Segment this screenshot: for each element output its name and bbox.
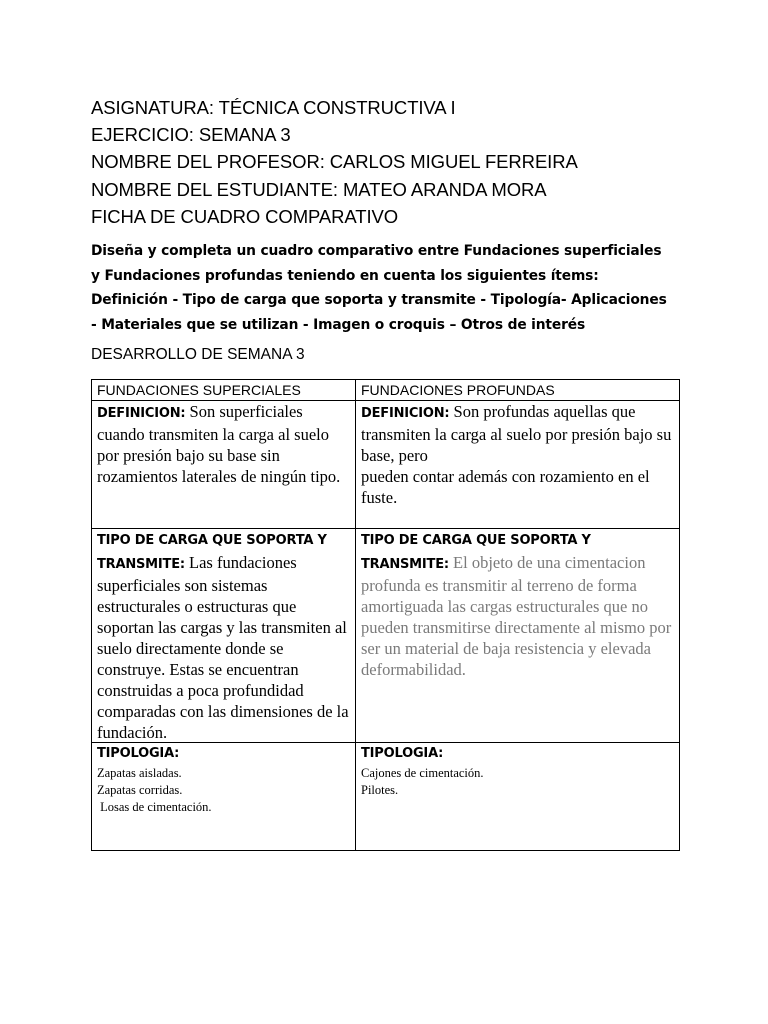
typology-cell-profundas <box>356 743 680 851</box>
instructions-line: - Materiales que se utilizan - Imagen o croquis – Otros de interés <box>91 316 586 333</box>
load-type-text-superficiales: Las fundaciones superficiales son sistemas estructurales o estructuras que soportan las cargas y las transmiten al suelo directamente donde se construye. Estas se encuentran construidas a poca profundidad comparadas con las dimensiones de la fundación. <box>97 553 349 742</box>
student-line: NOMBRE DEL ESTUDIANTE: MATEO ARANDA MORA <box>91 178 547 200</box>
header-cell-profundas: FUNDACIONES PROFUNDAS <box>356 380 680 401</box>
exercise-line: EJERCICIO: SEMANA 3 <box>91 124 291 146</box>
typology-row <box>92 743 680 851</box>
typology-item: Zapatas corridas. <box>97 783 183 797</box>
instructions-block <box>91 239 691 337</box>
load-type-label: TIPO DE CARGA QUE SOPORTA Y <box>97 533 327 548</box>
definition-label: DEFINICION: <box>97 406 186 421</box>
load-type-label: TIPO DE CARGA QUE SOPORTA Y <box>361 533 591 548</box>
definition-cell-profundas <box>356 401 680 529</box>
load-type-label-continued: TRANSMITE: <box>361 557 449 572</box>
professor-line: NOMBRE DEL PROFESOR: CARLOS MIGUEL FERREIRA <box>91 151 578 173</box>
load-type-text-profundas: El objeto de una cimentacion profunda es transmitir al terreno de forma amortiguada las cargas estructurales que no pueden transmitirse directamente al mismo por ser un material de baja resistencia y elevada deformabilidad. <box>361 553 672 679</box>
subject-line: ASIGNATURA: TÉCNICA CONSTRUCTIVA I <box>91 97 456 118</box>
instructions-line: Diseña y completa un cuadro comparativo entre Fundaciones superficiales <box>91 243 662 259</box>
typology-item: Zapatas aisladas. <box>97 766 182 780</box>
definition-text-profundas: Son profundas aquellas que transmiten la carga al suelo por presión bajo su base, pero <box>361 402 672 465</box>
typology-label: TIPOLOGIA: <box>97 746 180 761</box>
typology-item: Cajones de cimentación. <box>361 766 484 780</box>
table-header-row <box>92 380 680 401</box>
sheet-title-line: FICHA DE CUADRO COMPARATIVO <box>91 205 399 227</box>
definition-row <box>92 401 680 529</box>
comparison-table <box>91 379 680 851</box>
load-type-label-continued: TRANSMITE: <box>97 557 185 572</box>
load-type-cell-superficiales <box>92 529 356 743</box>
typology-item: Pilotes. <box>361 783 399 797</box>
document-header <box>91 94 578 230</box>
load-type-row <box>92 529 680 743</box>
instructions-line: y Fundaciones profundas teniendo en cuenta los siguientes ítems: <box>91 267 599 284</box>
typology-label: TIPOLOGIA: <box>361 746 444 761</box>
header-cell-superficiales: FUNDACIONES SUPERCIALES <box>92 380 356 401</box>
development-title: DESARROLLO DE SEMANA 3 <box>91 346 305 363</box>
definition-text-superficiales: Son superficiales cuando transmiten la carga al suelo por presión bajo su base sin rozamientos laterales de ningún tipo. <box>97 402 341 486</box>
typology-cell-superficiales <box>92 743 356 851</box>
instructions-line: Definición - Tipo de carga que soporta y transmite - Tipología- Aplicaciones <box>91 292 667 309</box>
definition-text-profundas-continued: pueden contar además con rozamiento en el fuste. <box>361 467 650 507</box>
load-type-cell-profundas <box>356 529 680 743</box>
definition-label: DEFINICION: <box>361 406 450 421</box>
definition-cell-superficiales <box>92 401 356 529</box>
typology-item: Losas de cimentación. <box>97 800 212 814</box>
